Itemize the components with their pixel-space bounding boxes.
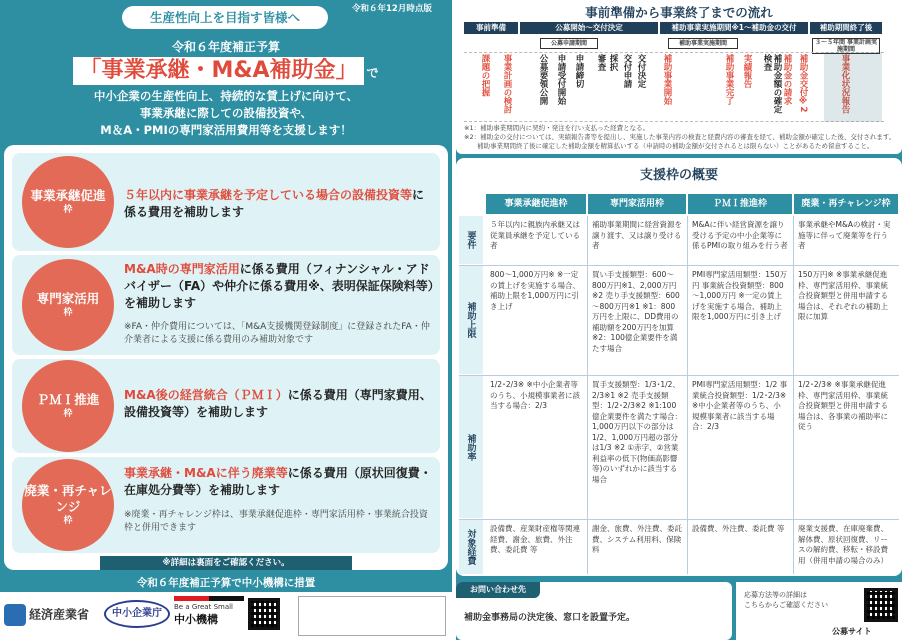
table-cell: 事業承継やM&Aの検討・実施等に伴って廃業等を行う者 bbox=[798, 220, 891, 250]
frame-text: に係る費用（フィナンシャル・アドバイザー（FA）や仲介に係る費用※、表明保証保険料等）を補助します bbox=[124, 262, 434, 310]
smrj-tagline: Be a Great Small bbox=[174, 603, 234, 611]
frame-card-pmi bbox=[12, 359, 440, 453]
frame-description bbox=[124, 387, 434, 421]
smrj-flag-icon bbox=[174, 596, 244, 601]
flow-step: 課題の把握 bbox=[480, 54, 490, 97]
funding-note: 令和６年度補正予算で中小機構に措置 bbox=[136, 577, 316, 589]
frame-badge bbox=[22, 459, 114, 551]
site-card bbox=[736, 582, 902, 640]
frame-sub: 枠 bbox=[63, 308, 73, 318]
blank-box bbox=[298, 596, 446, 636]
flow-note: 補助事業期間終了後に確定した補助金額を精算払いする（申請時の補助金額が交付されるとは限らない）ことがあるため留意すること。 bbox=[464, 142, 874, 150]
frame-badge bbox=[22, 360, 114, 452]
table-cell: 買手支援類型：1/3･1/2、2/3※1 ※2 売手支援類型：1/2･2/3※2 ※1:100億企業要件を満たす場合：1,000万円以下の部分は1/2、1,000万円超の部分は1/3 ※2 ①赤字、②営業利益率の低下(物価高影響等)のいずれかに該当する場合 bbox=[592, 380, 682, 484]
budget-label: 令和６年度補正予算 bbox=[171, 40, 280, 54]
table-cell: 補助事業期間に経営資源を譲り渡す、又は譲り受ける者 bbox=[592, 220, 682, 250]
frame-highlight: ５年以内に事業承継を予定している場合の設備投資等 bbox=[124, 188, 413, 202]
table-cell: 800～1,000万円※ ※一定の賃上げを実施する場合、補助上限を1,000万円に引き上げ bbox=[490, 270, 580, 311]
smrj-name: 中小機構 bbox=[174, 613, 218, 626]
table-cell: M&Aに伴い経営資源を譲り受ける予定の中小企業等に係るPMIの取り組みを行う者 bbox=[692, 220, 788, 250]
smrj-logo bbox=[174, 596, 244, 627]
sme-agency-logo: 中小企業庁 bbox=[104, 600, 170, 628]
contact-label: お問い合わせ先 bbox=[456, 582, 540, 598]
logo-bar bbox=[0, 592, 452, 640]
flow-title: 事前準備から事業終了までの流れ bbox=[585, 5, 773, 20]
frame-sub: 枠 bbox=[63, 409, 73, 419]
flow-step: 実績報告 bbox=[742, 54, 752, 88]
frame-note: ※廃業・再チャレンジ枠は、事業承継促進枠・専門家活用枠・事業統合投資枠と併用できます bbox=[124, 510, 428, 533]
frame-note: ※FA・仲介費用については、「M&A支援機関登録制度」に登録されたFA・仲介業者による支援に係る費用のみ補助対象です bbox=[124, 322, 430, 345]
flow-note: ※2：補助金の交付については、実績報告書等を提出し、実施した事業内容の検査と経費内容の審査を経て、補助金額が確定した後、交付されます。 bbox=[464, 133, 896, 141]
site-text bbox=[744, 590, 828, 610]
table-cell: 1/2･2/3※ ※中小企業者等のうち、小規模事業者に該当する場合：2/3 bbox=[490, 380, 580, 410]
stage-plan-period: ３～５年間 事業計画実施期間 bbox=[812, 38, 880, 54]
flow-step: 公募要領公開 bbox=[538, 54, 548, 105]
flow-step: 交付申請 bbox=[622, 54, 632, 88]
frame-name: 事業承継促進 bbox=[30, 188, 106, 203]
table-cell: 1/2･2/3※ ※事業承継促進枠、専門家活用枠、事業統合投資類型と併用申請する場合は、各事業の補助率に従う bbox=[798, 380, 888, 431]
meti-logo bbox=[4, 604, 89, 626]
qr-code-icon[interactable] bbox=[864, 588, 898, 622]
frame-name: 廃業・再チャレンジ bbox=[24, 483, 112, 514]
flow-step: 事業計画の検討 bbox=[502, 54, 512, 114]
table-cell: 廃業支援費、在庫廃棄費、解体費、原状回復費、リースの解約費、移転・移設費用（併用申請の場合のみ） bbox=[798, 524, 888, 565]
flow-step: 交付決定 bbox=[636, 54, 646, 88]
flow-band bbox=[464, 52, 884, 122]
main-title-row bbox=[0, 57, 452, 85]
grid-line bbox=[459, 519, 899, 520]
table-header: 事業承継促進枠 bbox=[486, 194, 586, 214]
version-date: 令和６年12月時点版 bbox=[352, 4, 432, 14]
flow-step: 補助事業開始 bbox=[662, 54, 672, 105]
table-cell: PMI専門家活用類型：150万円 事業統合投資類型：800～1,000万円 ※一定の賃上げを実施する場合、補助上限を1,000万円に引き上げ bbox=[692, 270, 788, 321]
site-text-line: こちらからご確認ください bbox=[744, 601, 828, 609]
frame-name: 専門家活用 bbox=[36, 291, 100, 306]
table-cell: 設備費、産業財産権等関連経費、謝金、旅費、外注費、委託費 等 bbox=[490, 524, 580, 554]
table-cell: 買い手支援類型：600～800万円※1、2,000万円※2 売り手支援類型：600～800万円※1 ※1：800万円を上限に、DD費用の補助額を200万円を加算 ※2：100億企業要件を満たす場合 bbox=[592, 270, 680, 353]
audience-pill: 生産性向上を目指す皆様へ bbox=[122, 6, 328, 29]
flow-step: 審査 bbox=[596, 54, 606, 71]
flow-step: 採択 bbox=[608, 54, 618, 71]
flow-step: 補助事業完了 bbox=[724, 54, 734, 105]
frame-highlight: 事業承継・M&Aに伴う廃業等 bbox=[124, 466, 288, 480]
frame-text: に係る費用を補助します bbox=[124, 188, 425, 219]
meti-mark-icon bbox=[4, 604, 26, 626]
row-label: 補助上限 bbox=[459, 266, 483, 374]
frame-badge bbox=[22, 156, 114, 248]
contact-section bbox=[456, 582, 902, 640]
intro-text bbox=[0, 88, 452, 139]
stage-implementation-period: 補助事業実施期間 bbox=[668, 38, 738, 49]
flow-step: 補助金額の確定検査 bbox=[762, 54, 782, 114]
frame-name: ＰＭＩ推進 bbox=[36, 392, 100, 407]
frame-card-succession bbox=[12, 153, 440, 251]
frame-highlight: M&A後の経営統合（ＰＭＩ） bbox=[124, 388, 288, 402]
qr-code-icon[interactable] bbox=[248, 598, 280, 630]
phase-application: 公募開始～交付決定 bbox=[520, 22, 658, 34]
intro-line: 事業承継に際しての設備投資や、 bbox=[139, 106, 313, 120]
flow-section bbox=[456, 0, 902, 154]
flow-note: ※1：補助事業期間内に契約・発注を行い支払った経費となる。 bbox=[464, 124, 650, 132]
frame-highlight: M&A時の専門家活用 bbox=[124, 262, 240, 276]
site-text-line: 応募方法等の詳細は bbox=[744, 591, 807, 599]
frames-card-wrap bbox=[4, 145, 448, 570]
phase-prep: 事前準備 bbox=[464, 22, 518, 34]
contact-text: 補助金事務局の決定後、窓口を設置予定。 bbox=[464, 613, 636, 623]
table-cell: 設備費、外注費、委託費 等 bbox=[692, 524, 785, 533]
frame-card-closure bbox=[12, 457, 440, 553]
phase-implementation: 補助事業実施期間※1～補助金の交付 bbox=[660, 22, 808, 34]
flow-step: 申請受付開始 bbox=[556, 54, 566, 105]
frames-table-section bbox=[456, 158, 902, 576]
grid-line bbox=[459, 375, 899, 376]
row-label: 補助率 bbox=[459, 376, 483, 518]
frame-sub: 枠 bbox=[63, 516, 73, 526]
row-label: 要件 bbox=[459, 216, 483, 264]
table-title: 支援枠の概要 bbox=[639, 168, 718, 183]
frame-description bbox=[124, 261, 434, 312]
table-cell: 謝金、旅費、外注費、委託費、システム利用料、保険料 bbox=[592, 524, 682, 554]
after-period-box bbox=[824, 52, 882, 122]
frame-card-expert bbox=[12, 255, 440, 355]
meti-name: 経済産業省 bbox=[29, 607, 90, 622]
frame-description bbox=[124, 465, 434, 499]
site-label: 公募サイト bbox=[832, 627, 872, 636]
intro-line: M＆A・PMIの専門家活用費用等を支援します！ bbox=[100, 123, 352, 137]
main-title: 「事業承継・M&A補助金」 bbox=[73, 57, 363, 85]
frame-text: に係る費用（専門家費用、設備投資等）を補助します bbox=[124, 388, 432, 419]
frame-badge bbox=[22, 259, 114, 351]
table-cell: PMI専門家活用類型：1/2 事業統合投資類型：1/2･2/3※ ※中小企業者等のうち、小規模事業者に該当する場合：2/3 bbox=[692, 380, 788, 431]
table-header: ＰＭＩ推進枠 bbox=[688, 194, 792, 214]
flow-step: 事業化状況報告 bbox=[840, 54, 850, 114]
intro-line: 中小企業の生産性向上、持続的な賃上げに向けて、 bbox=[93, 89, 359, 103]
main-title-suffix: で bbox=[366, 66, 379, 80]
flow-step: 補助金交付※2 bbox=[798, 54, 808, 113]
right-panel bbox=[456, 0, 902, 640]
table-header: 専門家活用枠 bbox=[588, 194, 686, 214]
phase-after: 補助期間終了後 bbox=[810, 22, 882, 34]
contact-card bbox=[456, 582, 732, 640]
table-cell: 150万円※ ※事業承継促進枠、専門家活用枠、事業統合投資類型と併用申請する場合は、それぞれの補助上限に加算 bbox=[798, 270, 888, 321]
stage-application-period: 公募申請期間 bbox=[540, 38, 598, 49]
detail-notice: ※詳細は裏面をご確認ください。 bbox=[100, 556, 352, 570]
frame-text: に係る費用（原状回復費・在庫処分費等）を補助します bbox=[124, 466, 432, 497]
grid-line bbox=[459, 265, 899, 266]
row-label: 対象経費 bbox=[459, 520, 483, 574]
table-header: 廃業・再チャレンジ枠 bbox=[794, 194, 898, 214]
frame-sub: 枠 bbox=[63, 205, 73, 215]
flow-step: 申請締切 bbox=[574, 54, 584, 88]
frame-description bbox=[124, 187, 434, 221]
flow-step: 補助金の請求 bbox=[782, 54, 792, 105]
table-cell: ５年以内に親族内承継又は従業員承継を予定している者 bbox=[490, 220, 580, 250]
